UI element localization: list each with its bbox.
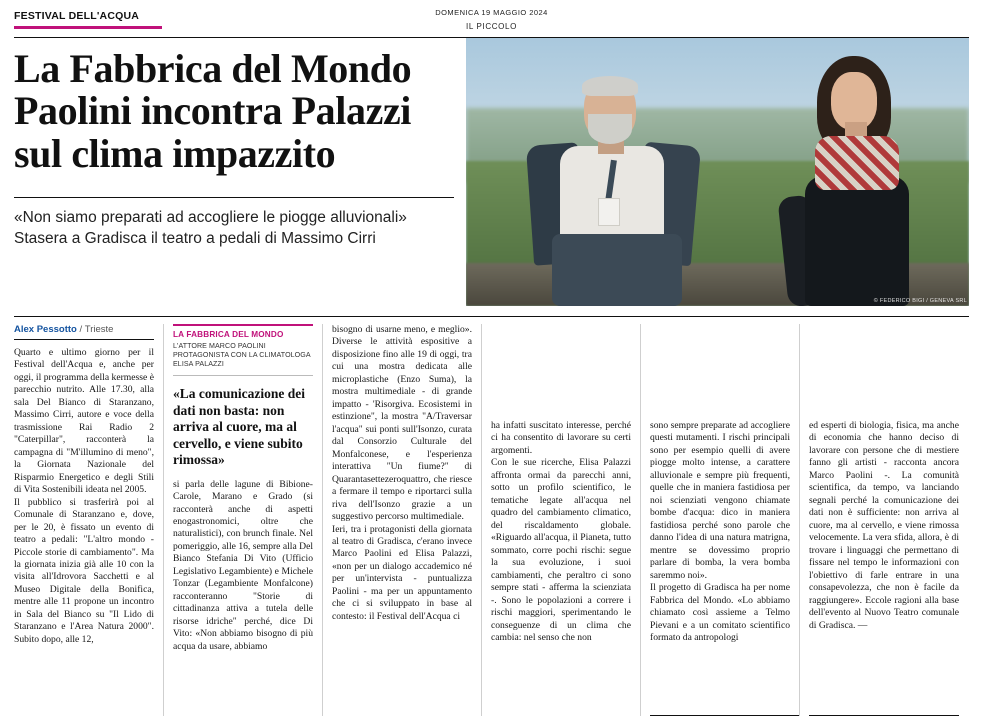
article-column-2 xyxy=(173,324,323,716)
section-kicker-block xyxy=(14,8,162,29)
pull-quote: «La comunicazione dei dati non basta: non arriva al cuore, ma al cervello, e viene subito rimossa» xyxy=(173,386,305,468)
article-column-3 xyxy=(332,324,482,716)
paragraph: Ieri, tra i protagonisti della giornata al teatro di Gradisca, c'erano invece Marco Paolini ed Elisa Palazzi, «non per un dialogo accademico né per un'intervista - puntualizza Paolini - ma per un appuntamento che ci si sviluppato in base al contesto: il Festival dell'Acqua ci xyxy=(332,523,472,622)
paragraph: Con le sue ricerche, Elisa Palazzi affronta ormai da parecchi anni, sotto un profilo scientifico, le tematiche legate all'acqua nel quadro del cambiamento climatico, del riscaldamento globale. «Riguardo all'acqua, il Pianeta, tutto sommato, corre pochi rischi: segue la sua evoluzione, i suoi cambiamenti, che peraltro ci sono sempre stati - afferma la scienziata -. Sono le popolazioni a correre i rischi maggiori, sperimentando le conseguenze di un clima che cambia: nel senso che non xyxy=(491,457,631,643)
masthead xyxy=(0,0,983,31)
man-beard xyxy=(588,114,632,144)
article-column-1 xyxy=(14,324,164,716)
subhead-block xyxy=(14,197,454,249)
photo-subject-woman xyxy=(765,56,945,306)
photo-credit: © FEDERICO BIGI / GENEVA SRL xyxy=(873,298,967,304)
woman-scarf xyxy=(815,136,899,190)
man-hair xyxy=(582,76,638,96)
byline xyxy=(14,324,154,335)
photo-subject-man xyxy=(512,74,722,306)
page-title xyxy=(14,48,454,175)
article-body xyxy=(0,324,983,716)
headline-column xyxy=(14,38,466,306)
section-kicker: FESTIVAL DELL'ACQUA xyxy=(14,10,140,22)
headline-area xyxy=(0,38,983,306)
article-column-5 xyxy=(650,324,800,716)
byline-author: Alex Pessotto xyxy=(14,324,77,335)
subhead-line-2: Stasera a Gradisca il teatro a pedali di Massimo Cirri xyxy=(14,229,376,247)
paragraph: bisogno di usarne meno, e meglio». Diverse le attività espositive a disposizione fino alle 19 di oggi, tra cui una mostra dedicata alle microplastiche (Enzo Suma), la mostra multimediale - di grande impatto - 'Risorgiva. Ecosistemi in estinzione", la mostra "A/Traversar l'acqua" sui ponti sull'Isonzo, curata dal Consorzio Culturale del Monfalconese, e l'esperienza interattiva "Un fiume?" di Quarantasettezeroquattro, che riesce a fermare il tempo e riportarci sulla riva dell'Isonzo grazie a un suggestivo percorso multimediale. xyxy=(332,324,472,523)
paper-name: IL PICCOLO xyxy=(465,22,517,31)
headline-line-2: Paolini incontra Palazzi xyxy=(14,88,412,134)
article-column-4 xyxy=(491,324,641,716)
article-column-6 xyxy=(809,324,959,716)
man-trousers xyxy=(552,234,682,306)
byline-place: Trieste xyxy=(84,324,114,335)
paragraph: Il pubblico si trasferirà poi al Comunale di Staranzano e, dove, per le 20, è fissato un evento di teatro a pedali: "L'altro mondo - Piccole storie di cambiamento". Ma la giornata inizia già alle 10 con la visita all'Idrovora Sacchetti e al Museo Digitale della Bonifica, mentre alle 11 propone un incontro in Sala del Bianco su "Il Lido di Staranzano e l'Area Natura 2000". Subito dopo, alle 12, xyxy=(14,496,154,645)
photo-column xyxy=(466,38,969,306)
kicker-rule xyxy=(14,26,162,29)
headline-line-3: sul clima impazzito xyxy=(14,130,336,176)
body-divider xyxy=(14,316,969,317)
subhead xyxy=(14,208,454,249)
dateline: DOMENICA 19 MAGGIO 2024 xyxy=(435,8,548,17)
paragraph: ed esperti di biologia, fisica, ma anche di economia che hanno deciso di lavorare con persone che di mestiere fanno gli artisti - racconta ancora Marco Paolini -. La comunità scientifica, da tempo, va lanciando segnali perché la comunicazione dei dati non è sufficiente: non arriva al cuore, ma al cervello, e viene rimossa velocemente. La vera sfida, allora, è di trovare i linguaggi che permettano di fissare nel tempo le informazioni con l'obiettivo di farle entrare in una consapevolezza, che non è facile da raggiungere». Eccole ragioni alla base dell'evento al Nuovo Teatro comunale di Gradisca. — xyxy=(809,420,959,631)
paragraph: Quarto e ultimo giorno per il Festival dell'Acqua e, anche per oggi, il programma della kermesse è parecchio nutrito. Alle 17.30, alla sala Del Bianco di Staranzano, Massimo Cirri, autore e voce della trasmissione Rai Radio 2 "Caterpillar", racconterà la campagna di "M'illumino di meno", la Giornata Nazionale del Risparmio Energetico e degli Stili di Vita Sostenibili ideata nel 2005. xyxy=(14,347,154,496)
man-badge xyxy=(598,198,620,226)
byline-separator: / xyxy=(79,324,83,335)
woman-top xyxy=(805,176,909,306)
headline-line-1: La Fabbrica del Mondo xyxy=(14,46,412,91)
byline-rule xyxy=(14,339,154,340)
paragraph: ha infatti suscitato interesse, perché ci ha consentito di lavorare su certi argomenti. xyxy=(491,420,631,456)
subhead-line-1: «Non siamo preparati ad accogliere le piogge alluvionali» xyxy=(14,209,407,227)
sidebar-box-title: LA FABBRICA DEL MONDO xyxy=(173,324,313,339)
article-photo xyxy=(466,38,969,306)
masthead-center xyxy=(435,8,547,31)
paragraph: si parla delle lagune di Bibione-Carole, Marano e Grado (si racconterà anche di aspetti enogastronomici, oltre che naturalistici), con brunch finale. Nel pomeriggio, alle 16, sempre alla Del Bianco Stefania Di Vito (Ufficio Legislativo Legambiente) e Michele Tonzar (Legambiente Monfalcone) racconteranno "Storie di cittadinanza attiva a tutela delle risorse idriche" perché, dice Di Vito: «Non abbiamo bisogno di più acqua da usare, abbiamo xyxy=(173,478,313,652)
sidebar-box-subtitle: L'ATTORE MARCO PAOLINI PROTAGONISTA CON LA CLIMATOLOGA ELISA PALAZZI xyxy=(173,342,313,376)
paragraph: Il progetto di Gradisca ha per nome Fabbrica del Mondo. «Lo abbiamo chiamato così assieme a Telmo Pievani e a un comitato scientifico formato da antropologi xyxy=(650,582,790,643)
paragraph: sono sempre preparate ad accogliere questi mutamenti. I rischi principali sono per esempio quelli di avere piogge molto intense, a carattere alluvionale e sempre più frequenti, quelle che in maniera fastidiosa per noi scienziati vengono chiamate bombe d'acqua: dico in maniera fastidiosa perché sono parole che danno l'idea di una natura matrigna, mentre se dovessimo proprio parlare di bomba, la vera bomba saremmo noi». xyxy=(650,420,790,581)
